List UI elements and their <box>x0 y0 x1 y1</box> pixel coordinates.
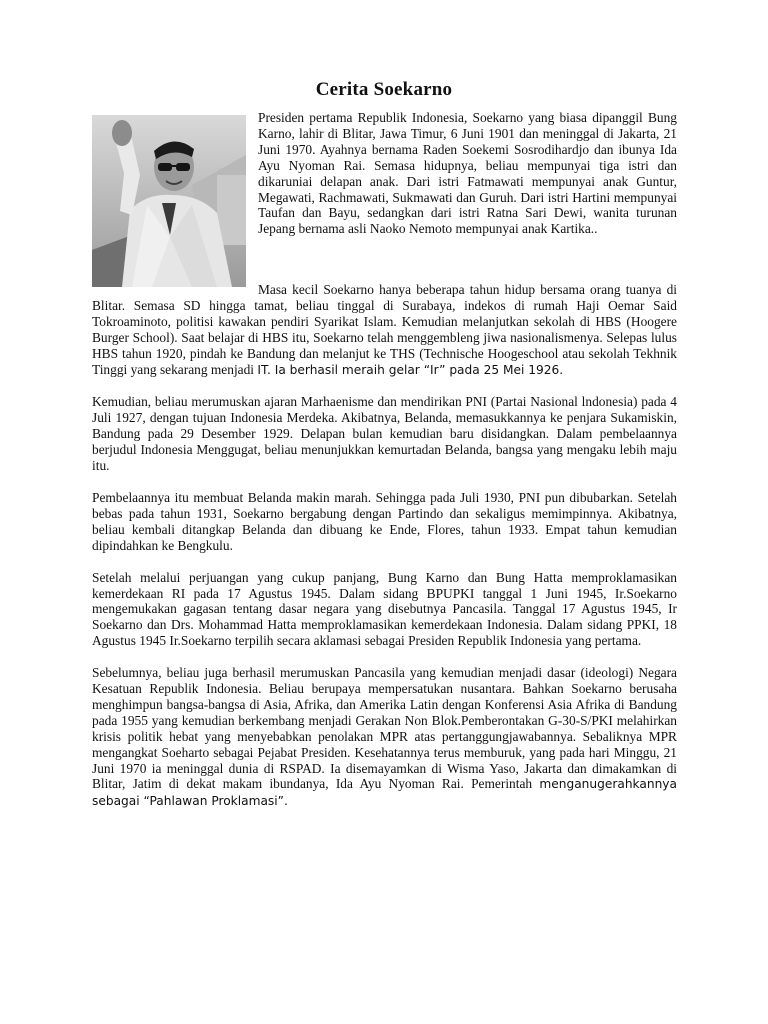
paragraph-1-tail: IT. Ia berhasil meraih gelar “Ir” pada 25 Mei 1926. <box>257 362 564 377</box>
portrait-photo-icon <box>92 115 246 287</box>
paragraph-1-text <box>92 282 677 377</box>
paragraph-1-main: Masa kecil Soekarno hanya beberapa tahun hidup bersama orang tuanya di Blitar. Semasa SD hingga tamat, beliau tinggal di Surabaya, indekos di rumah Haji Oemar Said Tokroaminoto, politisi kawakan pendiri Syarikat Islam. Kemudian melanjutkan sekolah di HBS (Hoogere Burger School). Saat belajar di HBS itu, Soekarno telah menggembleng jiwa nasionalismenya. Selepas lulus HBS tahun 1920, pindah ke Bandung dan melanjut ke THS (Technische Hoogeschool atau sekolah Tekhnik Tinggi yang sekarang menjadi <box>92 282 677 377</box>
paragraph-3: Pembelaannya itu membuat Belanda makin marah. Sehingga pada Juli 1930, PNI pun dibubarkan. Setelah bebas pada tahun 1931, Soekarno bergabung dengan Partindo dan sekaligus memimpinnya. Akibatnya, beliau kembali ditangkap Belanda dan dibuang ke Ende, Flores, tahun 1933. Empat tahun kemudian dipindahkan ke Bengkulu. <box>92 489 677 553</box>
intro-paragraph: Presiden pertama Republik Indonesia, Soekarno yang biasa dipanggil Bung Karno, lahir di Blitar, Jawa Timur, 6 Juni 1901 dan meninggal di Jakarta, 21 Juni 1970. Ayahnya bernama Raden Soekemi Sosrodihardjo dan ibunya Ida Ayu Nyoman Rai. Semasa hidupnya, beliau mempunyai tiga istri dan dikaruniai delapan anak. Dari istri Fatmawati mempunyai anak Guntur, Megawati, Rachmawati, Sukmawati dan Guruh. Dari istri Hartini mempunyai Taufan dan Bayu, sedangkan dari istri Ratna Sari Dewi, wanita turunan Jepang bernama asli Naoko Nemoto mempunyai anak Kartika.. <box>258 110 677 237</box>
portrait-photo <box>92 115 246 287</box>
paragraph-4: Setelah melalui perjuangan yang cukup panjang, Bung Karno dan Bung Hatta memproklamasikan kemerdekaan RI pada 17 Agustus 1945. Dalam sidang BPUPKI tanggal 1 Juni 1945, Ir.Soekarno mengemukakan gagasan tentang dasar negara yang disebutnya Pancasila. Tanggal 17 Agustus 1945, Ir Soekarno dan Drs. Mohammad Hatta memproklamasikan kemerdekaan Indonesia. Dalam sidang PPKI, 18 Agustus 1945 Ir.Soekarno terpilih secara aklamasi sebagai Presiden Republik Indonesia yang pertama. <box>92 569 677 649</box>
paragraph-5 <box>92 665 677 810</box>
paragraph-5-tail: menganugerahkannya sebagai “Pahlawan Proklamasi”. <box>92 777 677 809</box>
document-body <box>92 282 677 826</box>
paragraph-2: Kemudian, beliau merumuskan ajaran Marhaenisme dan mendirikan PNI (Partai Nasional lndonesia) pada 4 Juli 1927, dengan tujuan Indonesia Merdeka. Akibatnya, Belanda, memasukkannya ke penjara Sukamiskin, Bandung pada 29 Desember 1929. Delapan bulan kemudian baru disidangkan. Dalam pembelaannya berjudul Indonesia Menggugat, beliau menunjukkan kemurtadan Belanda, bangsa yang mengaku lebih maju itu. <box>92 394 677 474</box>
paragraph-1 <box>92 282 677 378</box>
paragraph-5-main: Sebelumnya, beliau juga berhasil merumuskan Pancasila yang kemudian menjadi dasar (ideologi) Negara Kesatuan Republik Indonesia. Beliau berupaya mempersatukan nusantara. Bahkan Soekarno berusaha menghimpun bangsa-bangsa di Asia, Afrika, dan Amerika Latin dengan Konferensi Asia Afrika di Bandung pada 1955 yang kemudian berkembang menjadi Gerakan Non Blok.Pemberontakan G-30-S/PKI melahirkan krisis politik hebat yang menyebabkan penolakan MPR atas pertanggungjawabannya. Sebaliknya MPR mengangkat Soeharto sebagai Pejabat Presiden. Kesehatannya terus memburuk, yang pada hari Minggu, 21 Juni 1970 ia meninggal dunia di RSPAD. Ia disemayamkan di Wisma Yaso, Jakarta dan dimakamkan di Blitar, Jatim di dekat makam ibundanya, Ida Ayu Nyoman Rai. Pemerintah <box>92 665 677 792</box>
document-title: Cerita Soekarno <box>315 79 453 100</box>
